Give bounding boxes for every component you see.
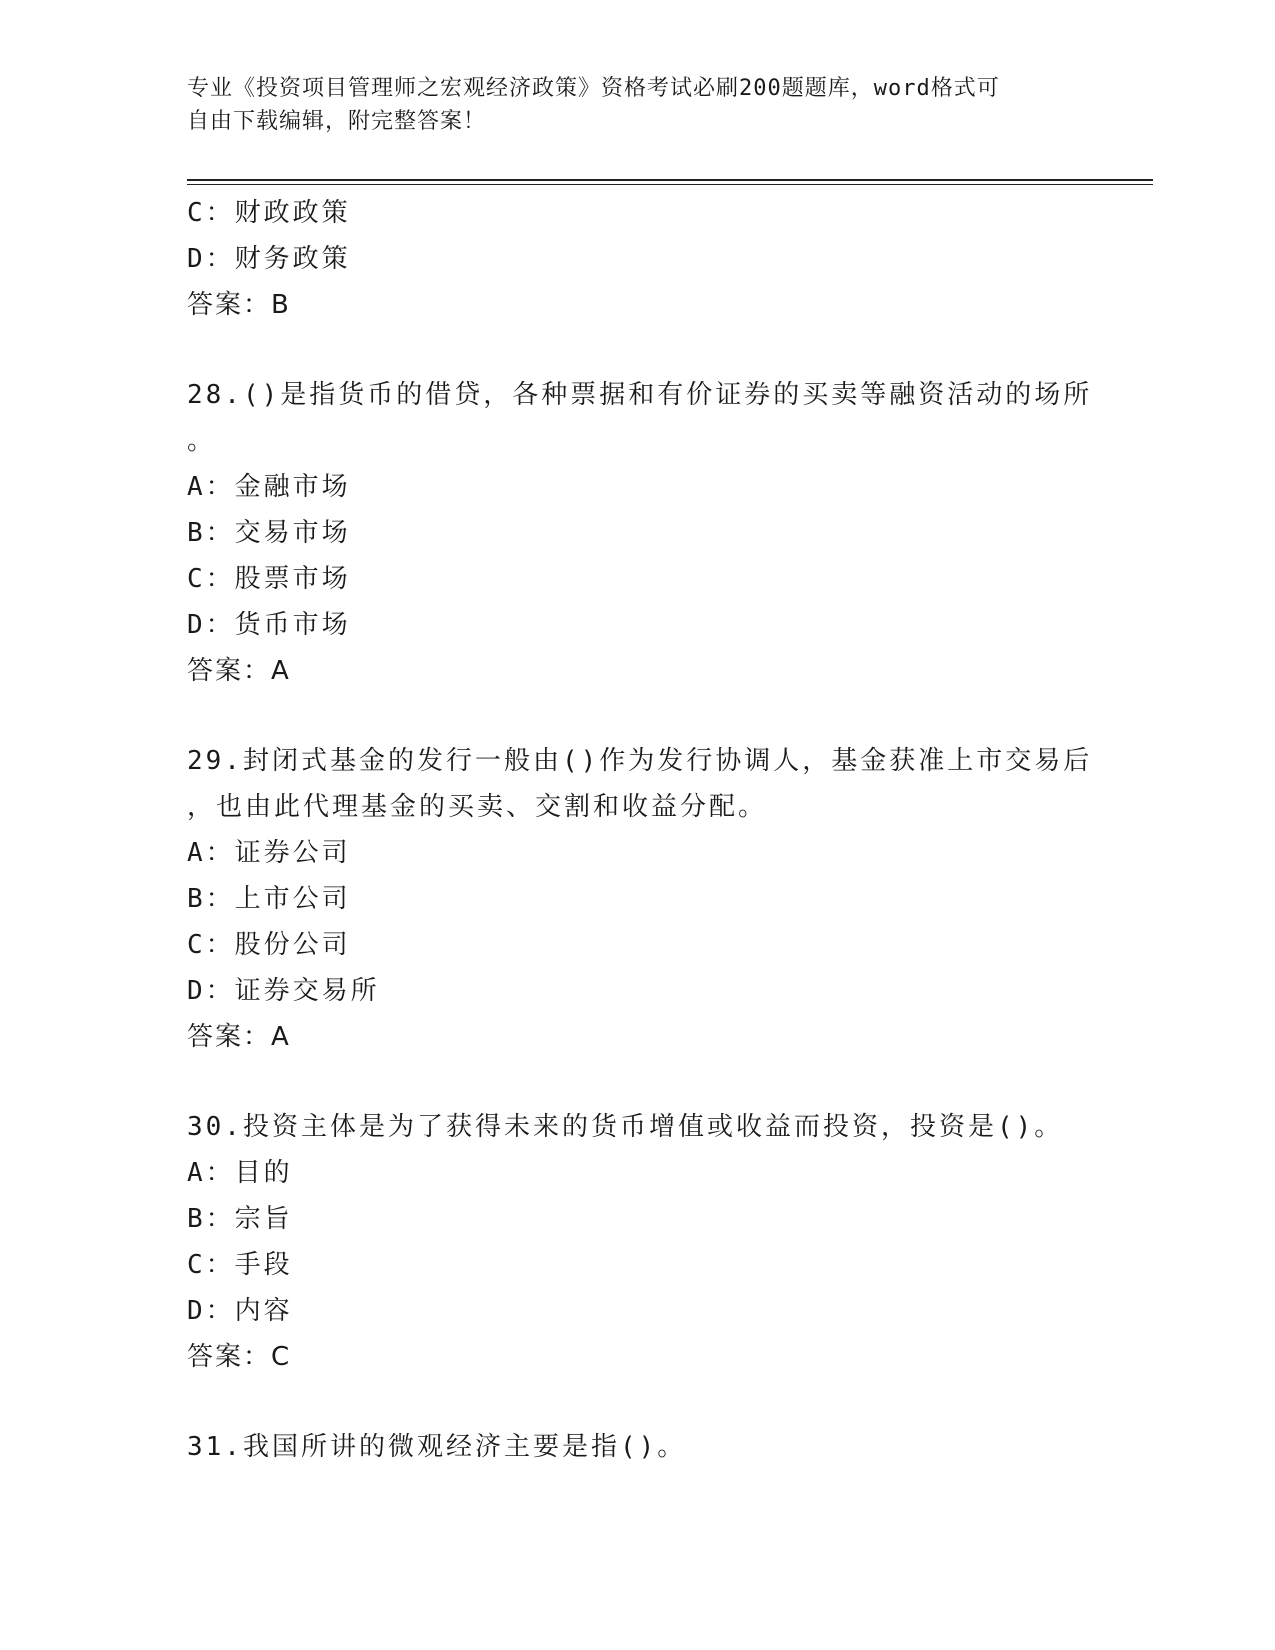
option-a: A：证券公司 — [187, 838, 351, 868]
header-divider — [187, 179, 1153, 185]
option-a: A：目的 — [187, 1158, 293, 1188]
question-31 — [187, 1424, 1087, 1470]
answer-line: 答案：B — [187, 290, 291, 320]
document-header — [187, 72, 1067, 138]
question-stem-line-1: 29.封闭式基金的发行一般由()作为发行协调人，基金获准上市交易后 — [187, 746, 1093, 776]
question-29 — [187, 738, 1093, 1060]
option-d: D：证券交易所 — [187, 976, 380, 1006]
spacer — [187, 328, 1087, 372]
option-d: D：货币市场 — [187, 610, 351, 640]
document-body — [187, 190, 1093, 1470]
option-a: A：金融市场 — [187, 472, 351, 502]
spacer — [187, 694, 1087, 738]
answer-line: 答案：A — [187, 656, 291, 686]
spacer — [187, 1380, 1087, 1424]
option-c: C：财政政策 — [187, 198, 351, 228]
option-c: C：股票市场 — [187, 564, 351, 594]
option-b: B：上市公司 — [187, 884, 351, 914]
question-30 — [187, 1104, 1087, 1380]
question-28 — [187, 372, 1093, 694]
question-stem-line-2: ，也由此代理基金的买卖、交割和收益分配。 — [187, 792, 768, 822]
question-27-continued — [187, 190, 1087, 328]
question-stem-line-1: 28.()是指货币的借贷，各种票据和有价证券的买卖等融资活动的场所 — [187, 380, 1093, 410]
option-b: B：交易市场 — [187, 518, 351, 548]
option-d: D：财务政策 — [187, 244, 351, 274]
header-title-line-1: 专业《投资项目管理师之宏观经济政策》资格考试必刷200题题库，word格式可 — [187, 76, 1000, 101]
answer-line: 答案：C — [187, 1342, 292, 1372]
header-title-line-2: 自由下载编辑，附完整答案！ — [187, 109, 487, 134]
option-c: C：股份公司 — [187, 930, 351, 960]
option-d: D：内容 — [187, 1296, 293, 1326]
spacer — [187, 1060, 1087, 1104]
question-stem-line-2: 。 — [187, 426, 217, 456]
option-b: B：宗旨 — [187, 1204, 293, 1234]
answer-line: 答案：A — [187, 1022, 291, 1052]
question-stem-line-1: 31.我国所讲的微观经济主要是指()。 — [187, 1432, 687, 1462]
question-stem-line-1: 30.投资主体是为了获得未来的货币增值或收益而投资，投资是()。 — [187, 1112, 1064, 1142]
option-c: C：手段 — [187, 1250, 293, 1280]
